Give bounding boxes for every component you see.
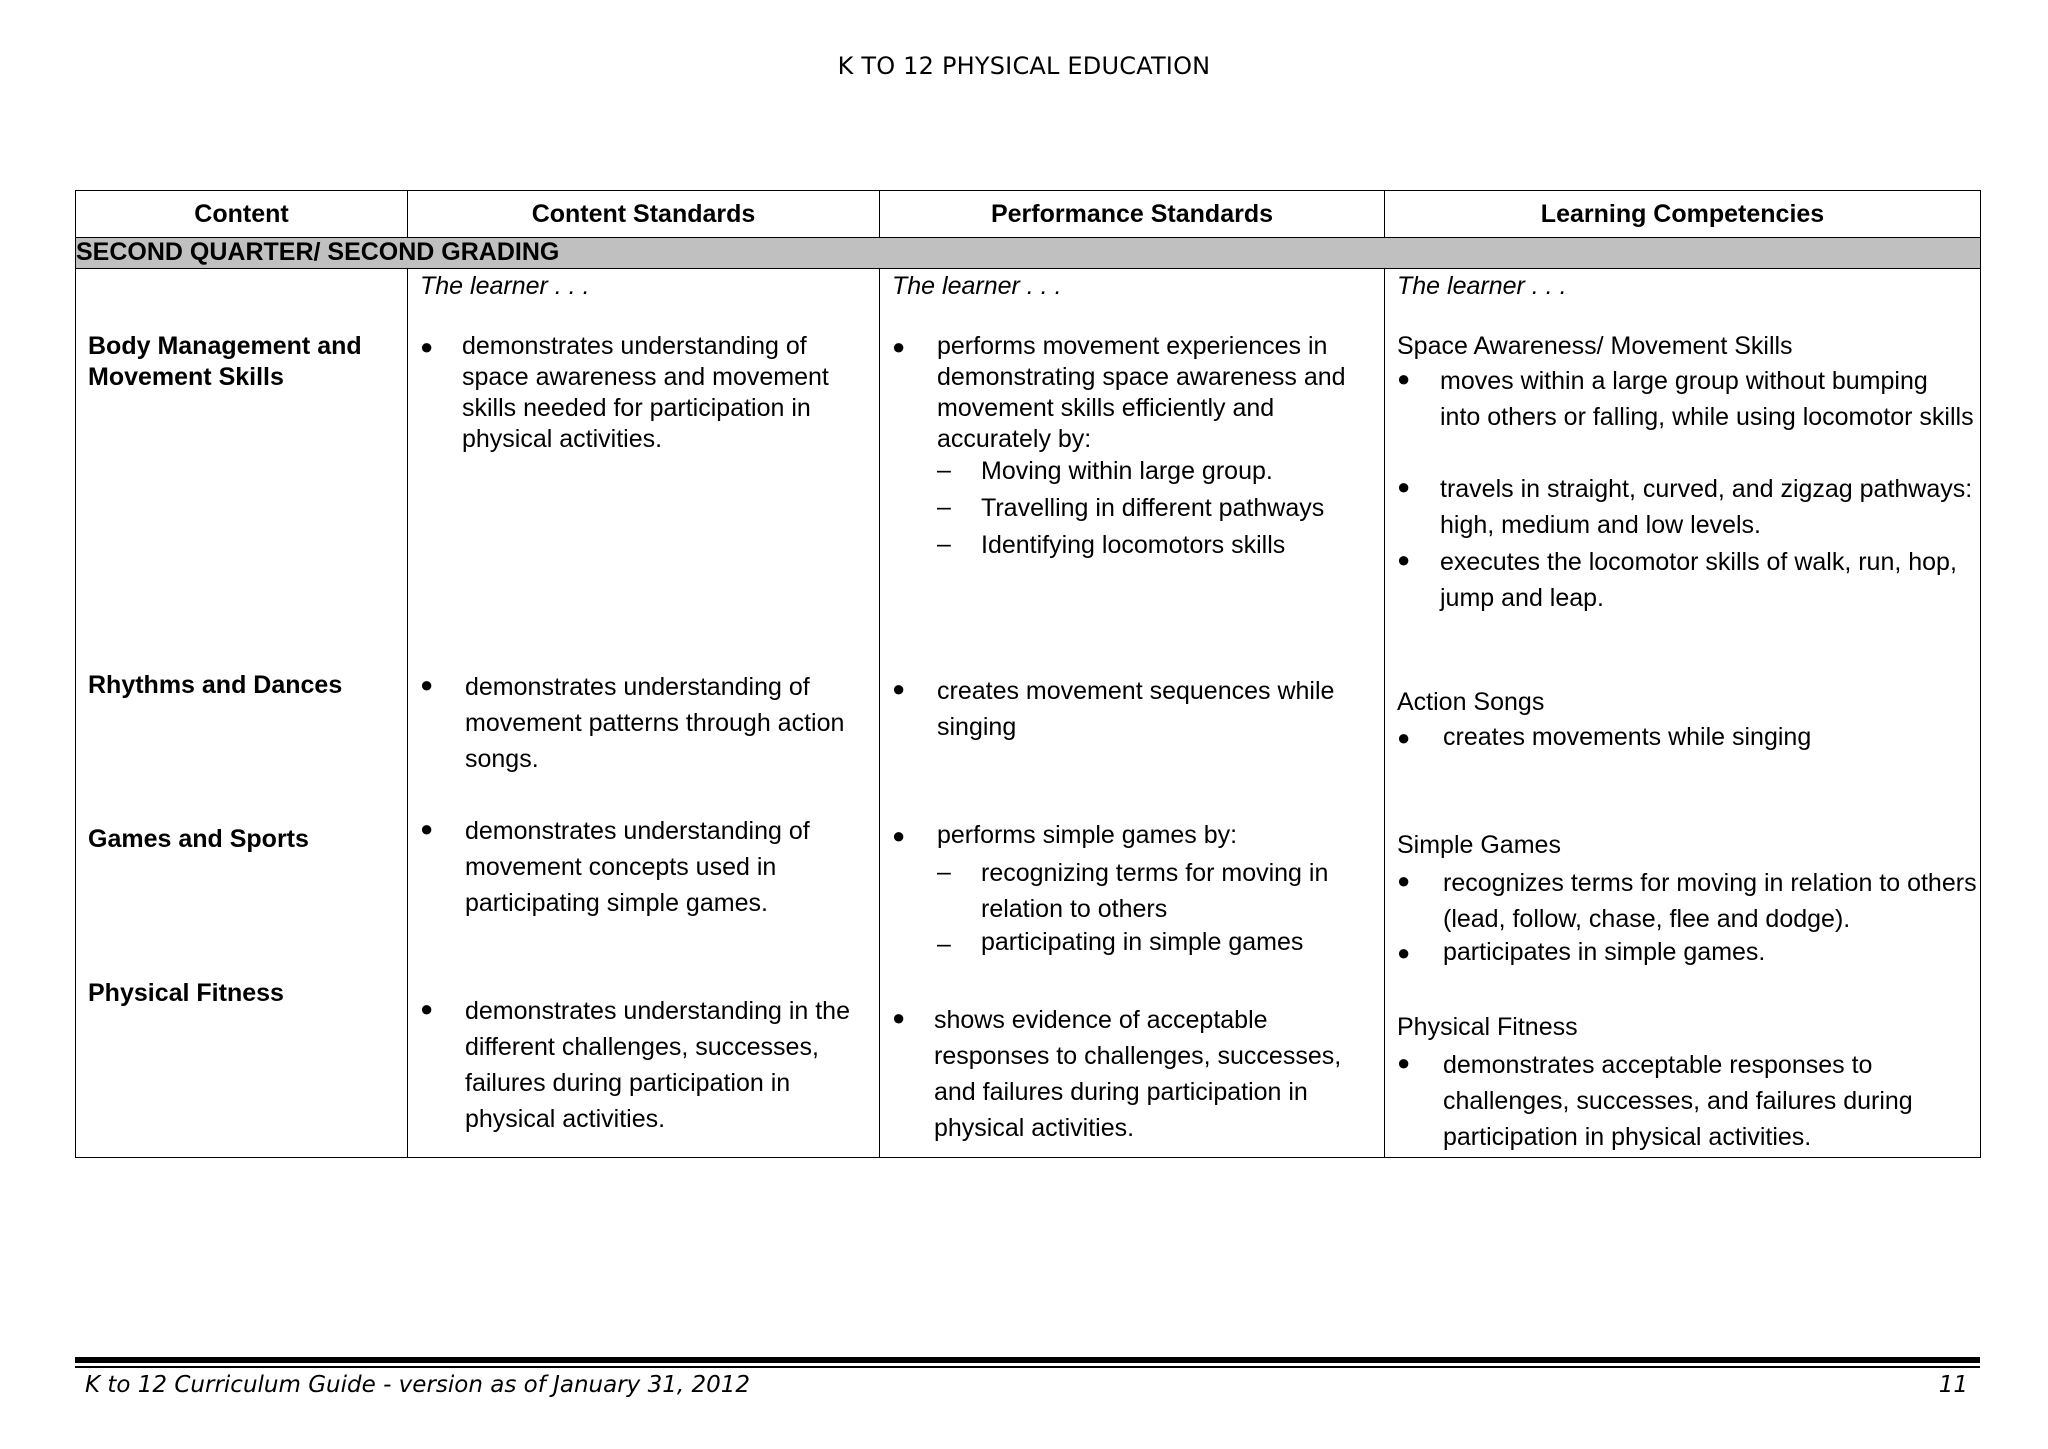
bullet-icon: ● (892, 823, 906, 848)
column-header-content-standards: Content Standards (408, 191, 880, 238)
dash-icon: – (937, 530, 951, 558)
lc-fitness-heading: Physical Fitness (1397, 1013, 1578, 1041)
bullet-icon: ● (1397, 868, 1411, 893)
lc-action-heading: Action Songs (1397, 688, 1545, 716)
cs-games: demonstrates understanding of movement concepts used in participating simple games. (465, 817, 810, 917)
lc-games-item-1: recognizes terms for moving in relation to others (lead, follow, chase, flee and dodge). (1443, 869, 1977, 933)
lc-games-heading: Simple Games (1397, 831, 1561, 859)
content-column (76, 269, 408, 1158)
dash-icon: – (937, 456, 951, 484)
bullet-icon: ● (420, 816, 434, 841)
ps-fitness: shows evidence of acceptable responses to challenges, successes, and failures during participation in physical activities. (934, 1006, 1342, 1142)
bullet-icon: ● (420, 996, 434, 1021)
dash-icon: – (937, 858, 951, 886)
quarter-row (76, 238, 1981, 269)
content-standards-column (408, 269, 880, 1158)
column-header-performance-standards: Performance Standards (880, 191, 1385, 238)
learner-intro: The learner . . . (892, 272, 1062, 300)
table-header-row (76, 191, 1981, 238)
page-title: K TO 12 PHYSICAL EDUCATION (837, 52, 1211, 80)
lc-action-item-1: creates movements while singing (1443, 723, 1812, 751)
bullet-icon: ● (420, 334, 434, 359)
page-number: 11 (1938, 1372, 1968, 1398)
footer-rule-thin (75, 1366, 1980, 1368)
content-row (76, 269, 1981, 1158)
ps-games-sub-2: participating in simple games (981, 928, 1304, 956)
ps-rhythms: creates movement sequences while singing (937, 677, 1335, 741)
column-header-learning-competencies: Learning Competencies (1385, 191, 1981, 238)
curriculum-table (75, 190, 1981, 1158)
lc-space-item-2: travels in straight, curved, and zigzag pathways: high, medium and low levels. (1440, 475, 1973, 539)
dash-icon: – (937, 493, 951, 521)
cs-body-management: demonstrates understanding of space awareness and movement skills needed for participation in physical activities. (462, 332, 829, 453)
ps-body-sub-2: Travelling in different pathways (981, 494, 1325, 522)
bullet-icon: ● (892, 334, 906, 359)
bullet-icon: ● (1397, 725, 1411, 750)
dash-icon: – (937, 930, 951, 958)
footer-version: K to 12 Curriculum Guide - version as of January 31, 2012 (85, 1372, 751, 1398)
content-body-management: Body Management and Movement Skills (88, 332, 362, 391)
lc-space-item-3: executes the locomotor skills of walk, run, hop, jump and leap. (1440, 548, 1957, 612)
ps-games: performs simple games by: (937, 821, 1238, 849)
ps-games-sub-1: recognizing terms for moving in relation to others (981, 859, 1329, 923)
content-fitness: Physical Fitness (88, 979, 284, 1007)
bullet-icon: ● (1397, 547, 1411, 572)
bullet-icon: ● (892, 1005, 906, 1030)
learner-intro: The learner . . . (1397, 272, 1567, 300)
bullet-icon: ● (1397, 474, 1411, 499)
bullet-icon: ● (892, 676, 906, 701)
bullet-icon: ● (1397, 1050, 1411, 1075)
learning-competencies-column (1385, 269, 1981, 1158)
lc-space-item-1: moves within a large group without bumping into others or falling, while using locomotor skills (1440, 367, 1974, 431)
lc-space-heading: Space Awareness/ Movement Skills (1397, 332, 1793, 360)
performance-standards-column (880, 269, 1385, 1158)
ps-body-sub-3: Identifying locomotors skills (981, 531, 1286, 559)
bullet-icon: ● (1397, 366, 1411, 391)
cs-rhythms: demonstrates understanding of movement patterns through action songs. (465, 673, 845, 773)
content-rhythms: Rhythms and Dances (88, 671, 343, 699)
bullet-icon: ● (420, 672, 434, 697)
ps-body-sub-1: Moving within large group. (981, 457, 1273, 485)
lc-games-item-2: participates in simple games. (1443, 938, 1766, 966)
footer-rule (75, 1357, 1980, 1363)
learner-intro: The learner . . . (420, 272, 590, 300)
bullet-icon: ● (1397, 940, 1411, 965)
content-games: Games and Sports (88, 825, 309, 853)
cs-fitness: demonstrates understanding in the different challenges, successes, failures during participation in physical activities. (465, 997, 850, 1133)
column-header-content: Content (76, 191, 408, 238)
ps-body-management: performs movement experiences in demonstrating space awareness and movement skills efficiently and accurately by: (937, 332, 1346, 453)
lc-fitness-item-1: demonstrates acceptable responses to challenges, successes, and failures during participation in physical activities. (1443, 1051, 1913, 1151)
quarter-label: SECOND QUARTER/ SECOND GRADING (76, 238, 1981, 269)
